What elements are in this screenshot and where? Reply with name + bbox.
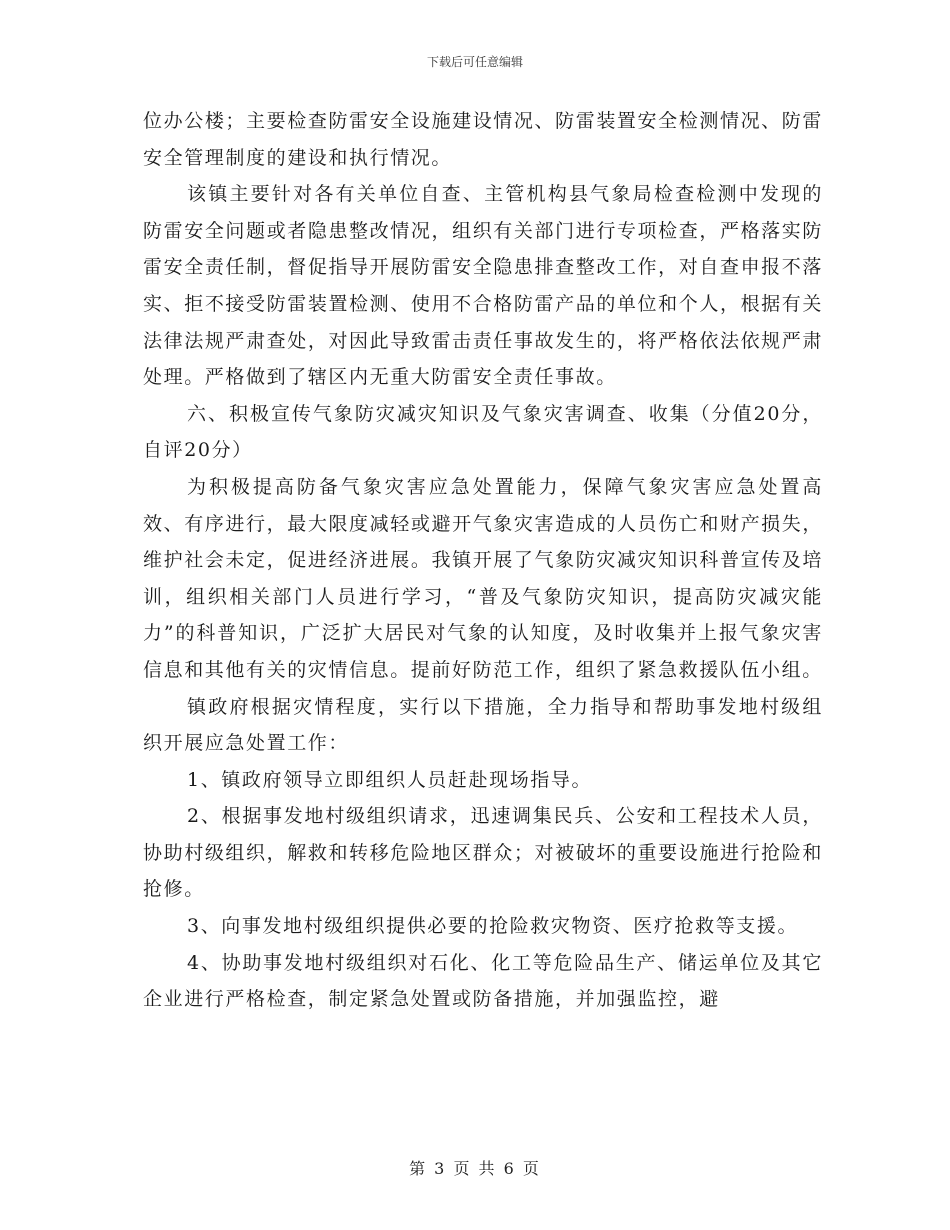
- paragraph: 镇政府根据灾情程度，实行以下措施，全力指导和帮助事发地村级组织开展应急处置工作：: [143, 695, 823, 755]
- list-item: 3、向事发地村级组织提供必要的抢险救灾物资、医疗抢救等支援。: [187, 915, 799, 938]
- section-heading: 六、积极宣传气象防灾减灾知识及气象灾害调查、收集（分值20分，自评20分）: [143, 402, 823, 462]
- list-item: 4、协助事发地村级组织对石化、化工等危险品生产、储运单位及其它企业进行严格检查，制定紧急处置或防备措施，并加强监控，避: [143, 951, 823, 1011]
- page-header: 下载后可任意编辑: [426, 55, 523, 69]
- paragraph: 该镇主要针对各有关单位自查、主管机构县气象局检查检测中发现的防雷安全问题或者隐患整改情况，组织有关部门进行专项检查，严格落实防雷安全责任制，督促指导开展防雷安全隐患排查整改工作，对自查申报不落实、拒不接受防雷装置检测、使用不合格防雷产品的单位和个人，根据有关法律法规严肃查处，对因此导致雷击责任事故发生的，将严格依法依规严肃处理。严格做到了辖区内无重大防雷安全责任事故。: [143, 183, 823, 389]
- paragraph: 为积极提高防备气象灾害应急处置能力，保障气象灾害应急处置高效、有序进行，最大限度减轻或避开气象灾害造成的人员伤亡和财产损失，维护社会未定，促进经济进展。我镇开展了气象防灾减灾知识科普宣传及培训，组织相关部门人员进行学习，“普及气象防灾知识，提高防灾减灾能力”的科普知识，广泛扩大居民对气象的认知度，及时收集并上报气象灾害信息和其他有关的灾情信息。提前好防范工作，组织了紧急救援队伍小组。: [143, 475, 823, 681]
- page-footer: 第 3 页 共 6 页: [409, 1159, 541, 1178]
- list-item: 1、镇政府领导立即组织人员赶赴现场指导。: [187, 768, 593, 791]
- document-body: [143, 103, 823, 1018]
- list-item: 2、根据事发地村级组织请求，迅速调集民兵、公安和工程技术人员，协助村级组织，解救和转移危险地区群众；对被破坏的重要设施进行抢险和抢修。: [143, 805, 823, 901]
- paragraph: 位办公楼；主要检查防雷安全设施建设情况、防雷装置安全检测情况、防雷安全管理制度的建设和执行情况。: [143, 110, 823, 169]
